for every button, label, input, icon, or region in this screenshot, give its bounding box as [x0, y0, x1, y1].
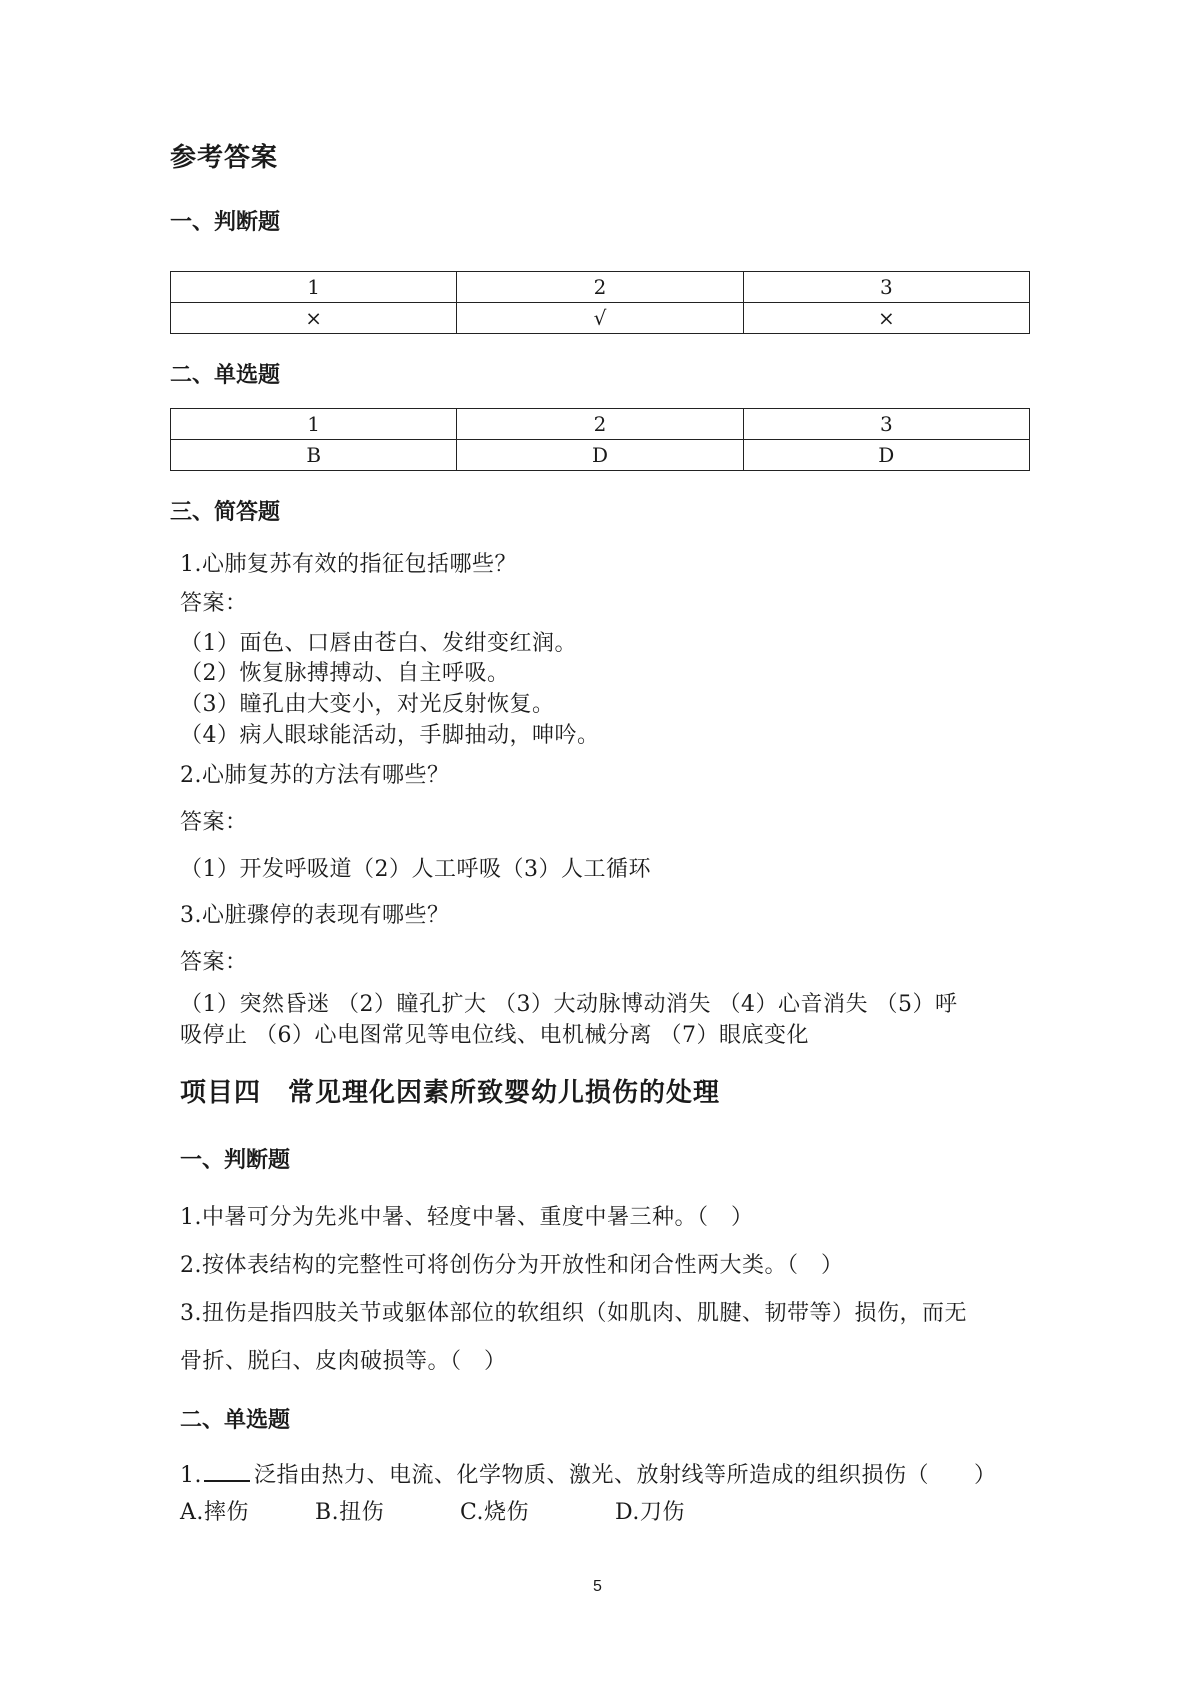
section-heading-judge: 一、判断题 — [180, 1148, 291, 1173]
section-heading-judge: 一、判断题 — [170, 210, 281, 235]
single-answer-table — [170, 408, 1030, 471]
judge-question: 2.按体表结构的完整性可将创伤分为开放性和闭合性两大类。（ ） — [180, 1253, 844, 1278]
project-title: 项目四 常见理化因素所致婴幼儿损伤的处理 — [180, 1078, 721, 1108]
table-cell: 3 — [743, 409, 1029, 440]
page-number: 5 — [593, 1578, 602, 1595]
section-heading-single: 二、单选题 — [180, 1408, 291, 1433]
table-row — [171, 272, 1030, 303]
table-cell: B — [171, 440, 457, 471]
question-text: 泛指由热力、电流、化学物质、激光、放射线等所造成的组织损伤（ ） — [254, 1463, 997, 1488]
table-cell: × — [171, 303, 457, 334]
section-heading-single: 二、单选题 — [170, 363, 281, 388]
table-cell: × — [743, 303, 1029, 334]
question-number: 1. — [180, 1463, 202, 1488]
table-row — [171, 440, 1030, 471]
table-cell: 1 — [171, 409, 457, 440]
judge-question: 骨折、脱臼、皮肉破损等。（ ） — [180, 1349, 507, 1374]
answer-item: 吸停止 （6）心电图常见等电位线、电机械分离 （7）眼底变化 — [180, 1023, 809, 1048]
table-cell: √ — [457, 303, 743, 334]
table-cell: D — [457, 440, 743, 471]
short-question-2: 2.心肺复苏的方法有哪些？ — [180, 763, 450, 788]
table-cell: 3 — [743, 272, 1029, 303]
answer-item: （2）恢复脉搏搏动、自主呼吸。 — [180, 661, 510, 686]
judge-question: 1.中暑可分为先兆中暑、轻度中暑、重度中暑三种。（ ） — [180, 1205, 754, 1230]
answer-item: （4）病人眼球能活动，手脚抽动，呻吟。 — [180, 723, 600, 748]
short-question-3: 3.心脏骤停的表现有哪些？ — [180, 903, 450, 928]
answer-label: 答案： — [180, 810, 248, 835]
answer-item: （3）瞳孔由大变小，对光反射恢复。 — [180, 692, 555, 717]
page-title: 参考答案 — [170, 143, 279, 173]
section-heading-short: 三、简答题 — [170, 500, 281, 525]
answer-label: 答案： — [180, 591, 248, 616]
table-cell: 2 — [457, 409, 743, 440]
answer-item: （1）突然昏迷 （2）瞳孔扩大 （3）大动脉博动消失 （4）心音消失 （5）呼 — [180, 992, 958, 1017]
table-cell: 1 — [171, 272, 457, 303]
judge-answer-table — [170, 271, 1030, 334]
answer-item: （1）面色、口唇由苍白、发绀变红润。 — [180, 631, 577, 656]
option-c: C.烧伤 — [460, 1500, 530, 1525]
table-row — [171, 409, 1030, 440]
option-b: B.扭伤 — [315, 1500, 385, 1525]
short-question-1: 1.心肺复苏有效的指征包括哪些？ — [180, 552, 517, 577]
table-cell: 2 — [457, 272, 743, 303]
answer-item: （1）开发呼吸道（2）人工呼吸（3）人工循环 — [180, 857, 651, 882]
table-row — [171, 303, 1030, 334]
option-a: A.摔伤 — [180, 1500, 249, 1525]
answer-label: 答案： — [180, 950, 248, 975]
answer-blank — [204, 1462, 250, 1482]
table-cell: D — [743, 440, 1029, 471]
option-d: D.刀伤 — [615, 1500, 685, 1525]
single-question — [180, 1458, 997, 1489]
judge-question: 3.扭伤是指四肢关节或躯体部位的软组织（如肌肉、肌腱、韧带等）损伤，而无 — [180, 1301, 967, 1326]
